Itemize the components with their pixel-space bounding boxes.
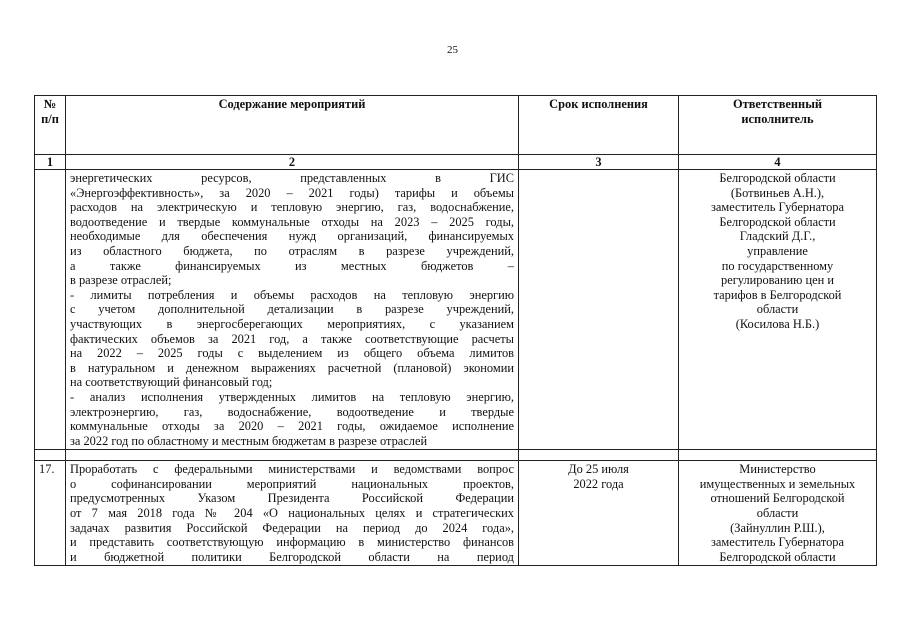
content-word: национальных xyxy=(351,476,429,491)
content-line: коммунальные отходы за 2020 – 2021 годы, ожидаемое исполнение xyxy=(70,419,514,434)
content-line xyxy=(70,477,514,492)
deadline-line: До 25 июля xyxy=(568,462,629,477)
responsible-line: (Косилова Н.Б.) xyxy=(735,316,820,331)
responsible-line: Белгородской области xyxy=(719,214,836,229)
column-number-row xyxy=(35,155,877,170)
content-line: необходимые для обеспечения нужд организаций, финансируемых xyxy=(70,229,514,244)
content-word: области xyxy=(368,549,410,564)
spacer-cell xyxy=(679,450,877,461)
responsible-line: управление xyxy=(747,243,808,258)
responsible-line: области xyxy=(756,302,799,317)
column-number: 1 xyxy=(35,155,66,170)
content-line: за 2022 год по областному и местным бюджетам в разрезе отраслей xyxy=(70,433,428,448)
content-line: на соответствующий финансовый год; xyxy=(70,375,273,390)
content-line: участвующих в энергосберегающих мероприятиях, с указанием xyxy=(70,316,514,331)
row-number: 17. xyxy=(35,461,66,566)
column-number: 3 xyxy=(519,155,679,170)
responsible-line: Министерство xyxy=(739,462,816,477)
content-word: Российской xyxy=(361,491,423,506)
content-word: Федерации xyxy=(455,491,514,506)
content-word: бюджетной xyxy=(104,549,165,564)
content-word: период xyxy=(476,549,514,564)
responsible-line: отношений Белгородской xyxy=(710,491,845,506)
content-line: с учетом дополнительной детализации в разрезе учреждений, xyxy=(70,302,514,317)
row-spacer xyxy=(35,450,877,461)
table-row xyxy=(35,461,877,566)
content-word: ГИС xyxy=(489,171,514,185)
content-line: в разрезе отраслей; xyxy=(70,273,172,288)
content-line xyxy=(70,550,514,565)
responsible xyxy=(679,461,877,566)
measures-table xyxy=(34,95,877,566)
table-body xyxy=(35,170,877,566)
content-word: в xyxy=(435,171,441,185)
content-line: электроэнергию, газ, водоснабжение, водоотведение и твердые xyxy=(70,404,514,419)
content-word: Указом xyxy=(197,491,236,506)
deadline xyxy=(519,170,679,450)
column-number: 4 xyxy=(679,155,877,170)
content-word: политики xyxy=(191,549,242,564)
spacer-cell xyxy=(35,450,66,461)
content-word: финансируемых xyxy=(175,258,261,273)
header-content: Содержание мероприятий xyxy=(66,96,519,155)
table-row xyxy=(35,170,877,450)
header-num xyxy=(35,96,66,155)
content-word: из xyxy=(295,258,307,273)
content-line: фактических объемов за 2021 год, а также соответствующие расчеты xyxy=(70,331,514,346)
content-word: – xyxy=(507,258,514,273)
content-word: Президента xyxy=(267,491,330,506)
row-number xyxy=(35,170,66,450)
content-word: софинансировании xyxy=(111,476,212,491)
table-header-row xyxy=(35,96,877,155)
content-word: о xyxy=(70,476,77,491)
deadline xyxy=(519,461,679,566)
content-line xyxy=(70,491,514,506)
content-line: расходов на электрическую и тепловую энергию, газ, водоснабжение, xyxy=(70,200,514,215)
deadline-line: 2022 года xyxy=(573,476,624,491)
header-responsible xyxy=(679,96,877,155)
content-word: местных xyxy=(340,258,387,273)
content-word: мероприятий xyxy=(246,476,317,491)
content-line xyxy=(70,259,514,274)
content-word: а xyxy=(70,258,76,273)
content-line xyxy=(70,171,514,186)
content-line: из областного бюджета, по отраслям в разрезе учреждений, xyxy=(70,243,514,258)
content-word: Белгородской xyxy=(269,549,341,564)
content-line: от 7 мая 2018 года № 204 «О национальных целях и стратегических xyxy=(70,506,514,521)
responsible-line: заместитель Губернатора xyxy=(711,200,844,215)
column-number: 2 xyxy=(66,155,519,170)
responsible-line: (Ботвиньев А.Н.), xyxy=(730,185,825,200)
responsible-line: по государственному xyxy=(721,258,834,273)
content-line: Проработать с федеральными министерствами и ведомствами вопрос xyxy=(70,462,514,477)
spacer-cell xyxy=(519,450,679,461)
header-num-label: № п/п xyxy=(41,97,59,126)
content-word: и xyxy=(70,549,77,564)
responsible-line: (Зайнуллин Р.Ш.), xyxy=(730,520,825,535)
responsible-line: тарифов в Белгородской xyxy=(713,287,842,302)
content-word: ресурсов, xyxy=(201,171,252,185)
responsible-line: Гладский Д.Г., xyxy=(739,229,816,244)
content-line: на 2022 – 2025 годы с выделением из общего объема лимитов xyxy=(70,346,514,361)
content-word: энергетических xyxy=(70,171,153,185)
content-word: бюджетов xyxy=(420,258,474,273)
responsible-line: Белгородской области xyxy=(719,549,836,564)
measure-content xyxy=(66,170,519,450)
content-line: задачах развития Российской Федерации на период до 2024 года», xyxy=(70,520,514,535)
content-word: проектов, xyxy=(463,476,514,491)
content-line: и представить соответствующую информацию в министерство финансов xyxy=(70,535,514,550)
responsible xyxy=(679,170,877,450)
content-line: в натуральном и денежном выражениях расчетной (плановой) экономии xyxy=(70,360,514,375)
content-line: - анализ исполнения утвержденных лимитов на тепловую энергию, xyxy=(70,389,514,404)
header-responsible-label: Ответственный исполнитель xyxy=(732,97,823,126)
header-deadline: Срок исполнения xyxy=(519,96,679,155)
content-word: предусмотренных xyxy=(70,491,166,506)
content-word: представленных xyxy=(300,171,387,185)
page-number: 25 xyxy=(447,44,458,56)
content-line: «Энергоэффективность», за 2020 – 2021 годы) тарифы и объемы xyxy=(70,185,514,200)
responsible-line: Белгородской области xyxy=(719,171,836,185)
responsible-line: заместитель Губернатора xyxy=(711,535,844,550)
spacer-cell xyxy=(66,450,519,461)
content-line: водоотведение и твердые коммунальные отходы на 2023 – 2025 годы, xyxy=(70,214,514,229)
responsible-line: регулированию цен и xyxy=(721,273,834,288)
responsible-line: области xyxy=(756,506,799,521)
content-word: на xyxy=(437,549,450,564)
content-word: также xyxy=(109,258,141,273)
measure-content xyxy=(66,461,519,566)
responsible-line: имущественных и земельных xyxy=(699,476,856,491)
content-line: - лимиты потребления и объемы расходов на тепловую энергию xyxy=(70,287,514,302)
